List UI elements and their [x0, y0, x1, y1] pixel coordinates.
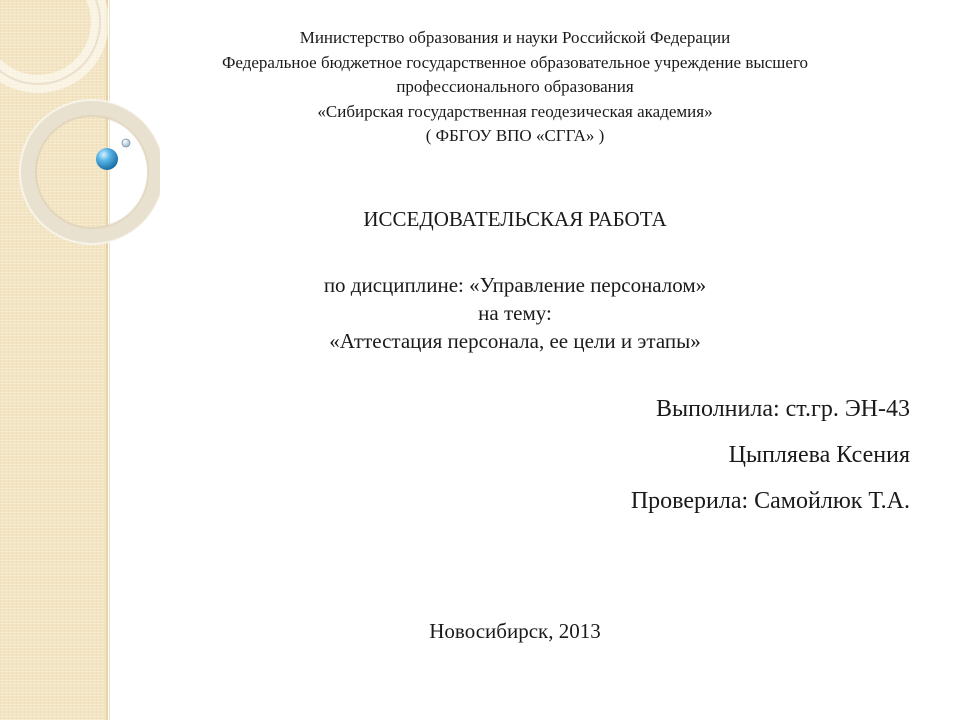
- header-line-abbreviation: ( ФБГОУ ВПО «СГГА» ): [425, 126, 605, 145]
- checked-by-line: Проверила: Самойлюк Т.А.: [630, 488, 910, 514]
- blue-ball-icon: [96, 148, 118, 170]
- header-line-ministry: Министерство образования и науки Российской Федерации: [299, 28, 731, 47]
- decor-ring-top: [0, 0, 100, 84]
- performed-by-line: Выполнила: ст.гр. ЭН-43: [656, 396, 910, 422]
- authors-block: [631, 386, 910, 524]
- header-line-academy: «Сибирская государственная геодезическая академия»: [317, 101, 713, 121]
- student-name-line: Цыпляева Ксения: [728, 442, 910, 468]
- city-year-footer: Новосибирск, 2013: [429, 619, 601, 643]
- institution-header: [120, 26, 910, 149]
- topic-label-line: на тему:: [478, 301, 552, 325]
- topic-block: [120, 271, 910, 355]
- header-line-education: профессионального образования: [396, 77, 634, 96]
- discipline-line: по дисциплине: «Управление персоналом»: [323, 273, 707, 297]
- header-line-institution-type: Федеральное бюджетное государственное образовательное учреждение высшего: [221, 52, 808, 72]
- topic-name-line: «Аттестация персонала, ее цели и этапы»: [329, 329, 701, 353]
- work-title: ИССЕДОВАТЕЛЬСКАЯ РАБОТА: [363, 207, 667, 231]
